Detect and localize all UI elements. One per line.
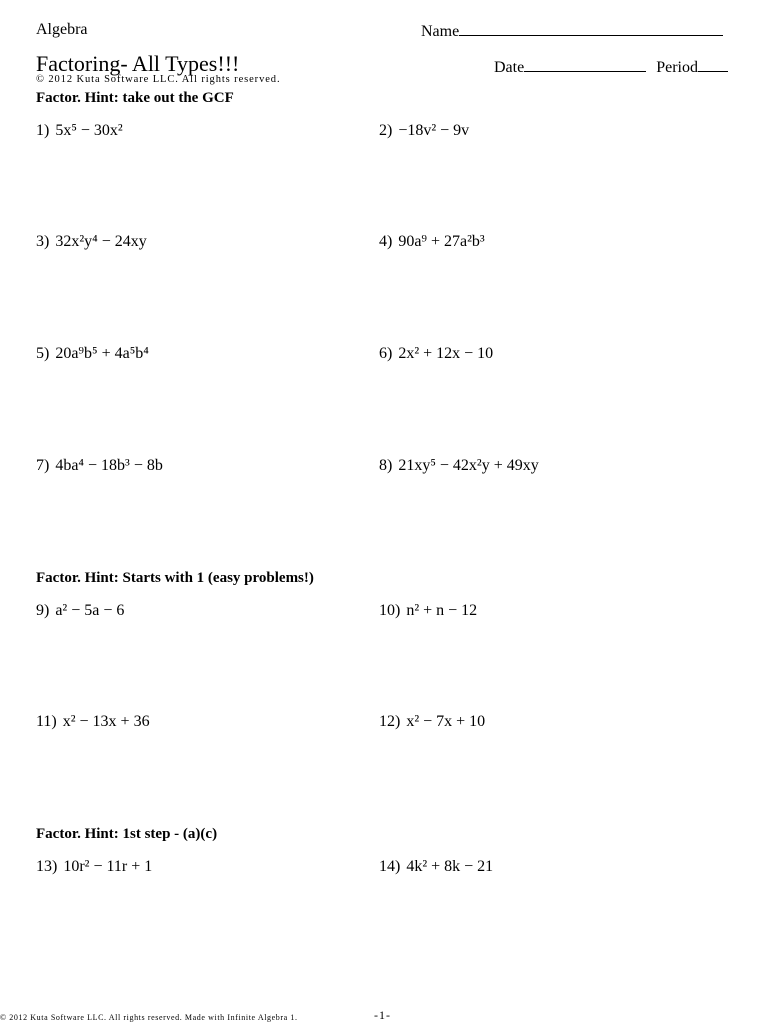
- problem-7: [36, 457, 163, 475]
- section-heading-gcf: Factor. Hint: take out the GCF: [36, 90, 234, 106]
- copyright-notice: © 2012 Kuta Software LLC. All rights reserved.: [36, 74, 281, 85]
- problem-number: 10): [379, 602, 401, 619]
- problem-number: 13): [36, 858, 58, 875]
- problem-5: [36, 345, 149, 363]
- problem-expression: x² − 13x + 36: [62, 713, 150, 730]
- problem-expression: 5x⁵ − 30x²: [55, 122, 123, 139]
- footer-copyright: © 2012 Kuta Software LLC. All rights reserved. Made with Infinite Algebra 1.: [0, 1013, 298, 1022]
- problem-number: 2): [379, 122, 393, 139]
- problem-number: 3): [36, 233, 50, 250]
- problem-number: 6): [379, 345, 393, 362]
- problem-9: [36, 602, 124, 620]
- problem-14: [379, 858, 493, 876]
- period-label: Period: [656, 59, 698, 76]
- date-period-group: [494, 57, 728, 77]
- problem-number: 11): [36, 713, 57, 730]
- problem-expression: 90a⁹ + 27a²b³: [398, 233, 485, 250]
- problem-number: 7): [36, 457, 50, 474]
- problem-1: [36, 122, 123, 140]
- problem-4: [379, 233, 485, 251]
- problem-12: [379, 713, 485, 731]
- name-field-group: [421, 21, 723, 41]
- period-blank-line: [698, 57, 728, 72]
- problem-expression: 10r² − 11r + 1: [63, 858, 153, 875]
- problem-number: 8): [379, 457, 393, 474]
- date-label: Date: [494, 59, 525, 76]
- name-blank-line: [459, 21, 723, 36]
- problem-expression: x² − 7x + 10: [406, 713, 486, 730]
- problem-expression: a² − 5a − 6: [55, 602, 125, 619]
- problem-expression: 4ba⁴ − 18b³ − 8b: [55, 457, 163, 474]
- name-label: Name: [421, 23, 460, 40]
- worksheet-title: Factoring- All Types!!!: [36, 51, 240, 76]
- date-blank-line: [524, 57, 646, 72]
- problem-expression: 20a⁹b⁵ + 4a⁵b⁴: [55, 345, 149, 362]
- problem-number: 9): [36, 602, 50, 619]
- problem-expression: 21xy⁵ − 42x²y + 49xy: [398, 457, 539, 474]
- problem-11: [36, 713, 150, 731]
- problem-number: 12): [379, 713, 401, 730]
- problem-expression: −18v² − 9v: [398, 122, 470, 139]
- problem-number: 4): [379, 233, 393, 250]
- problem-6: [379, 345, 493, 363]
- problem-8: [379, 457, 539, 475]
- problem-number: 5): [36, 345, 50, 362]
- section-heading-ac: Factor. Hint: 1st step - (a)(c): [36, 826, 218, 842]
- problem-number: 1): [36, 122, 50, 139]
- problem-13: [36, 858, 152, 876]
- problem-3: [36, 233, 147, 251]
- problem-number: 14): [379, 858, 401, 875]
- subject-label: Algebra: [36, 21, 88, 38]
- page-number: -1-: [374, 1008, 391, 1022]
- problem-expression: 32x²y⁴ − 24xy: [55, 233, 147, 250]
- section-heading-easy: Factor. Hint: Starts with 1 (easy problems!): [36, 570, 314, 586]
- problem-10: [379, 602, 477, 620]
- problem-expression: 4k² + 8k − 21: [406, 858, 494, 875]
- problem-expression: 2x² + 12x − 10: [398, 345, 494, 362]
- problem-expression: n² + n − 12: [406, 602, 478, 619]
- problem-2: [379, 122, 469, 140]
